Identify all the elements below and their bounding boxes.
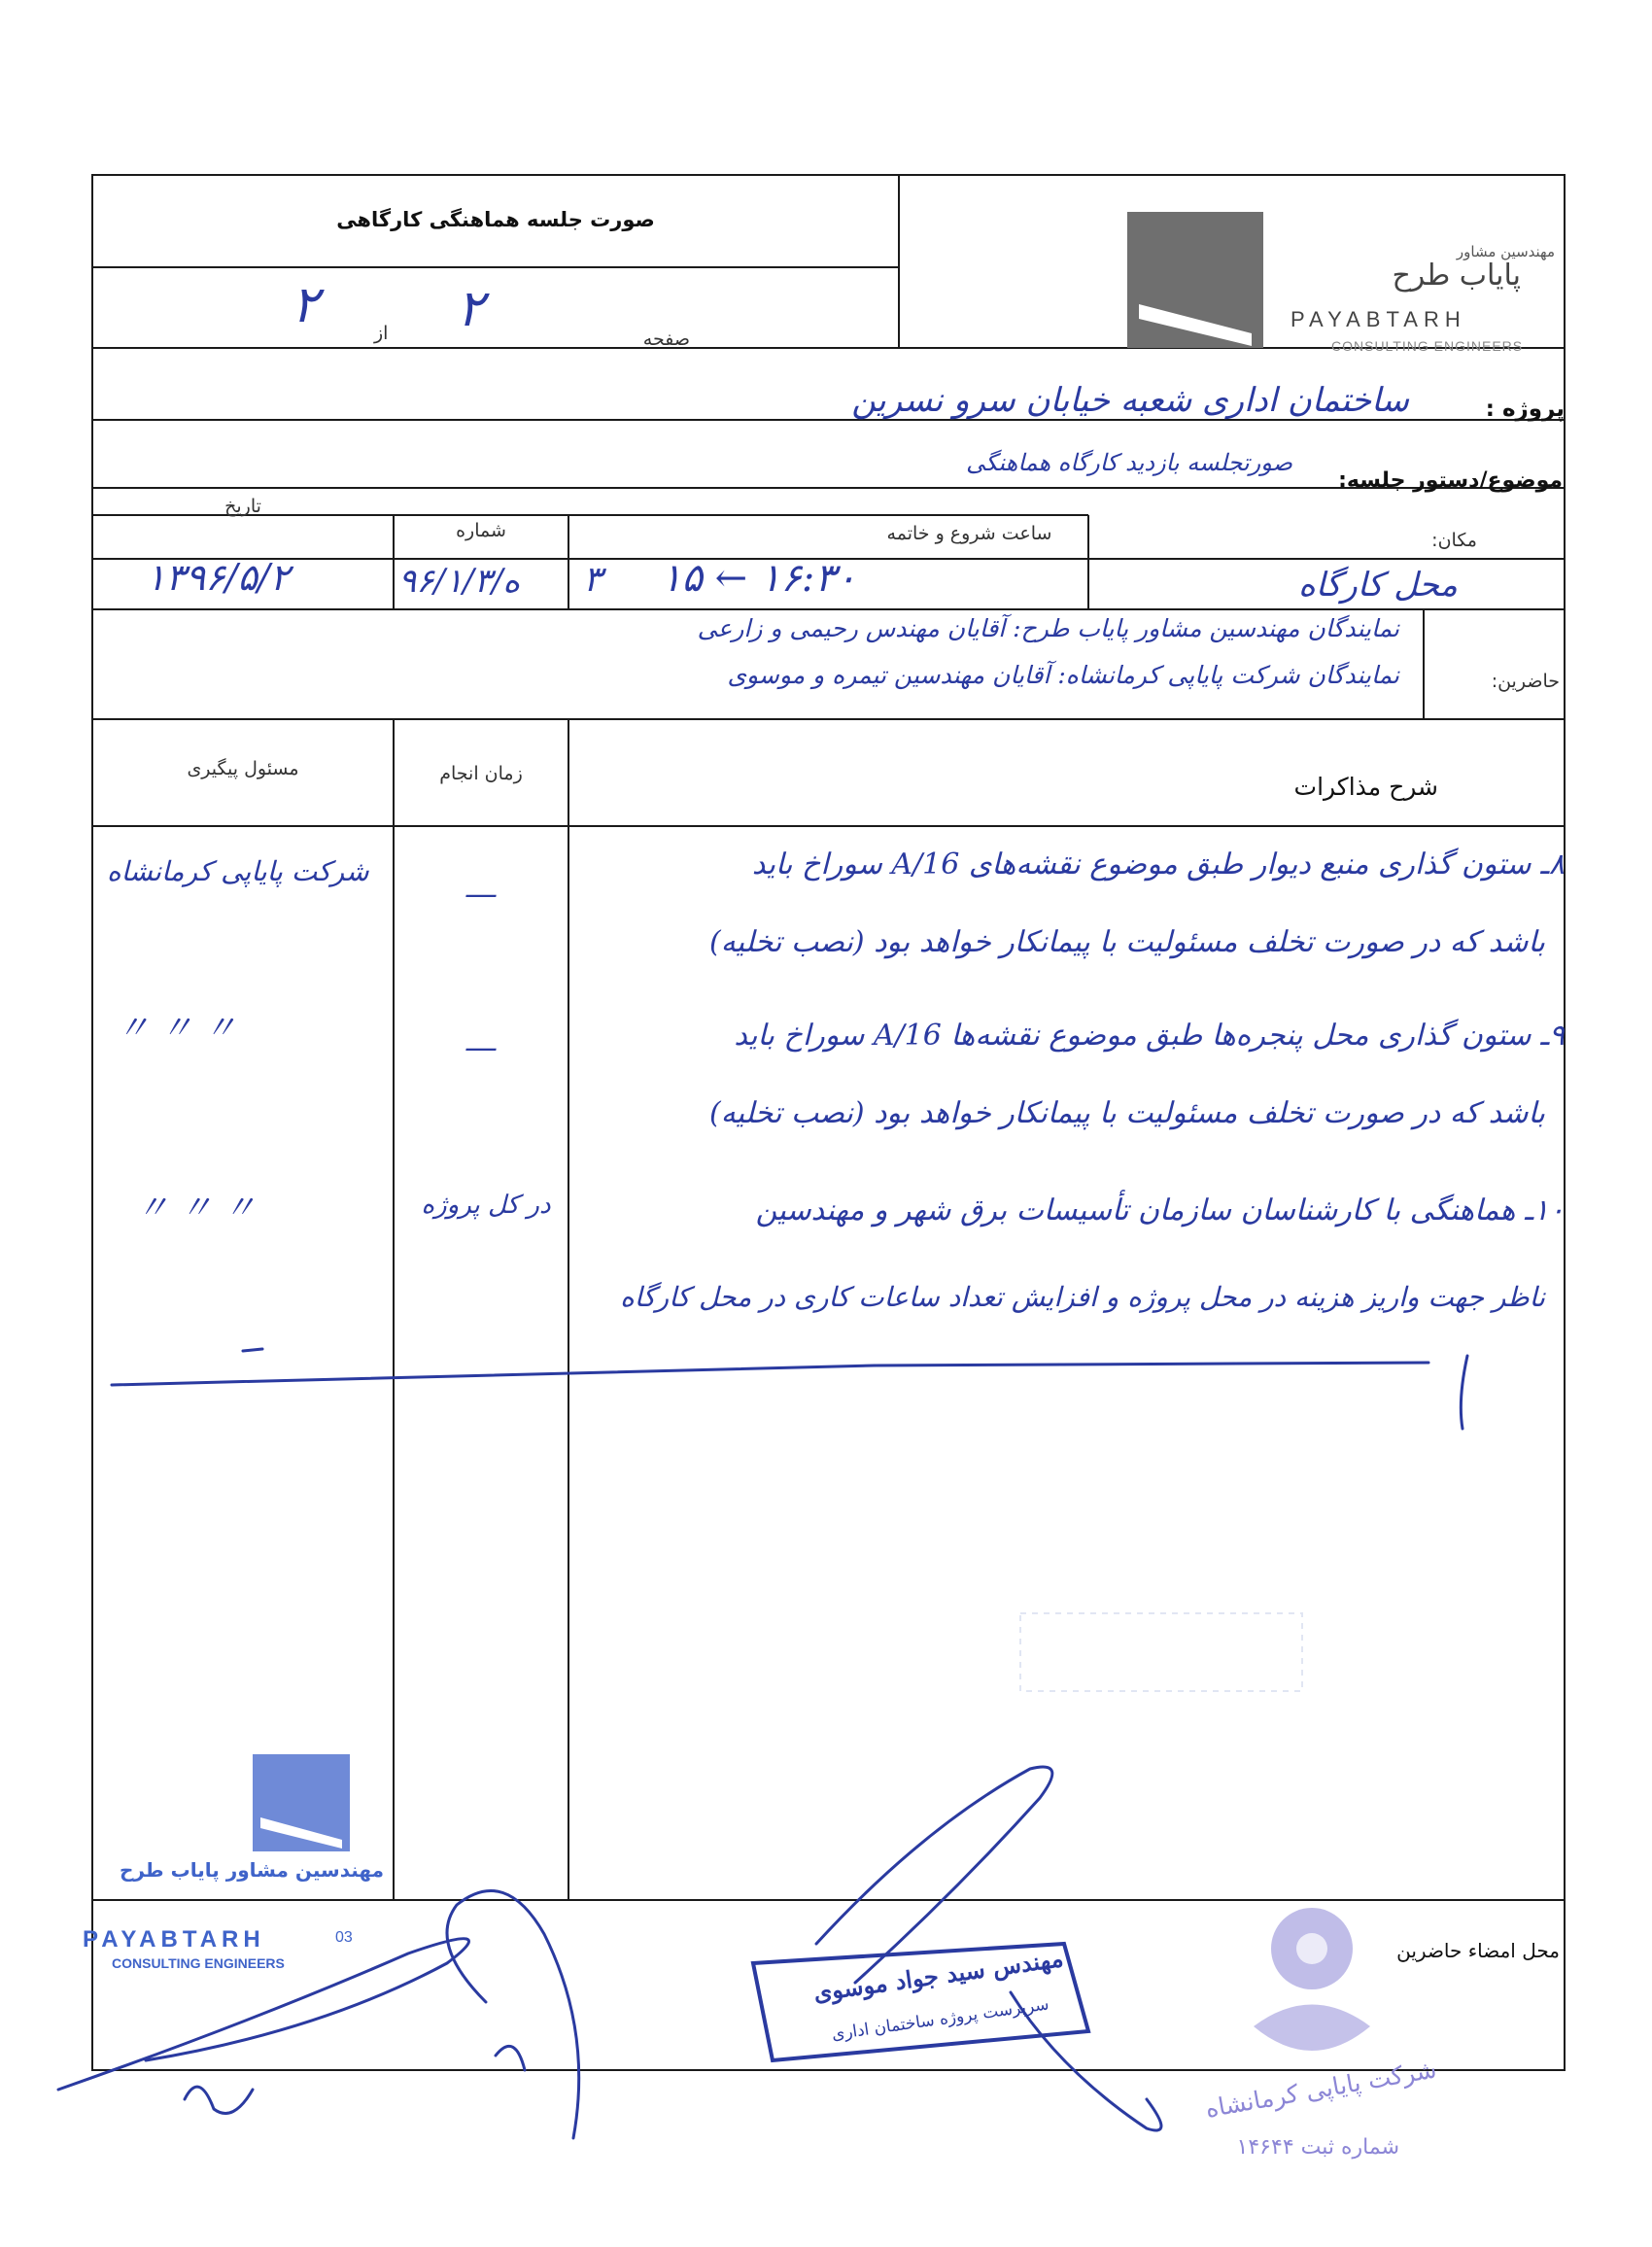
stamp-right-line-1: شرکت پایاپی کرمانشاه: [1203, 2055, 1439, 2124]
stamp-mid-line-2: سرپرست پروژه ساختمان اداری: [830, 1994, 1050, 2045]
item-3-responsible: 〃 〃 〃: [136, 1189, 257, 1227]
page-of-label: از: [374, 323, 389, 344]
attendees-line-2: نمایندگان شرکت پایاپی کرمانشاه: آقایان مهندسین تیمره و موسوی: [727, 661, 1399, 689]
form-title: صورت جلسه هماهنگی کارگاهی: [336, 208, 655, 231]
item-3-line-2: ناظر جهت واریز هزینه در محل پروژه و افزایش تعداد ساعات کاری در محل کارگاه: [620, 1281, 1545, 1313]
logo-company-en: PAYABTARH: [1291, 307, 1466, 331]
signature-2: [185, 2087, 253, 2113]
date-value: ۱۳۹۶/۵/۲: [146, 556, 291, 599]
signature-1: [58, 1939, 469, 2090]
stamp-left-fa: مهندسین مشاور پایاب طرح: [119, 1858, 384, 1882]
item-1-time: —: [465, 875, 498, 914]
item-2-responsible: 〃 〃 〃: [117, 1009, 237, 1048]
number-label: شماره: [456, 520, 506, 541]
number-value: ۹۶/۱/ه/۳: [398, 562, 521, 601]
stamp-left-en: PAYABTARH: [83, 1926, 265, 1953]
page-number: ۲: [457, 280, 484, 338]
subject-label: موضوع/دستور جلسه:: [1338, 468, 1563, 493]
item-1-line-1: ۸ـ ستون گذاری منبع دیوار طبق موضوع نقشه‌های A/16 سوراخ باید: [751, 847, 1565, 882]
time-separator: ۳: [583, 560, 602, 600]
column-time-header: زمان انجام: [439, 763, 523, 784]
item-2-line-1: ۹ـ ستون گذاری محل پنجره‌ها طبق موضوع نقشه‌ها A/16 سوراخ باید: [734, 1019, 1565, 1053]
item-2-line-2: باشد که در صورت تخلف مسئولیت با پیمانکار خواهد بود (نصب تخلیه): [708, 1096, 1545, 1130]
subject-value: صورتجلسه بازدید کارگاه هماهنگی: [966, 449, 1292, 476]
project-label: پروژه :: [1485, 397, 1565, 422]
stamp-left-sub: CONSULTING ENGINEERS: [112, 1955, 285, 1971]
stamp-right-line-2: شماره ثبت ۱۴۶۴۴: [1236, 2135, 1399, 2160]
item-3-time: در کل پروژه: [421, 1191, 551, 1220]
page-label: صفحه: [642, 328, 690, 350]
stamp-mid-line-1: مهندس سید جواد موسوی: [811, 1944, 1065, 2007]
logo-company-fa: پایاب طرح: [1392, 259, 1521, 293]
signatures-label: محل امضاء حاضرین: [1396, 1939, 1560, 1962]
date-label: تاریخ: [224, 496, 261, 517]
logo-consultant-label: مهندسین مشاور: [1456, 243, 1555, 260]
item-1-responsible: شرکت پایاپی کرمانشاه: [107, 855, 369, 887]
item-3-line-1: ۱۰ـ هماهنگی با کارشناسان سازمان تأسیسات برق شهر و مهندسین: [755, 1193, 1565, 1227]
column-description-header: شرح مذاکرات: [1293, 773, 1438, 801]
signature-5: [816, 1767, 1052, 1983]
page-total: ۲: [292, 276, 319, 334]
signature-4: [496, 2046, 525, 2070]
signature-3: [447, 1890, 579, 2138]
attendees-label: حاضرین:: [1491, 671, 1560, 692]
attendees-line-1: نمایندگان مهندسین مشاور پایاب طرح: آقایان مهندس رحیمی و زارعی: [697, 614, 1399, 642]
time-label: ساعت شروع و خاتمه: [886, 523, 1052, 544]
item-2-time: —: [465, 1028, 498, 1067]
place-value: محل کارگاه: [1297, 566, 1458, 605]
project-value: ساختمان اداری شعبه خیابان سرو نسرین: [851, 381, 1409, 420]
place-label: مکان:: [1431, 530, 1477, 551]
stamp-left-code: 03: [335, 1929, 353, 1946]
logo-subtitle-en: CONSULTING ENGINEERS: [1331, 338, 1524, 354]
item-1-line-2: باشد که در صورت تخلف مسئولیت با پیمانکار خواهد بود (نصب تخلیه): [708, 925, 1545, 959]
signature-6: [1011, 1992, 1161, 2130]
column-responsible-header: مسئول پیگیری: [187, 758, 299, 779]
time-value: ۱۵ ← ۱۶:۳۰: [661, 556, 857, 601]
